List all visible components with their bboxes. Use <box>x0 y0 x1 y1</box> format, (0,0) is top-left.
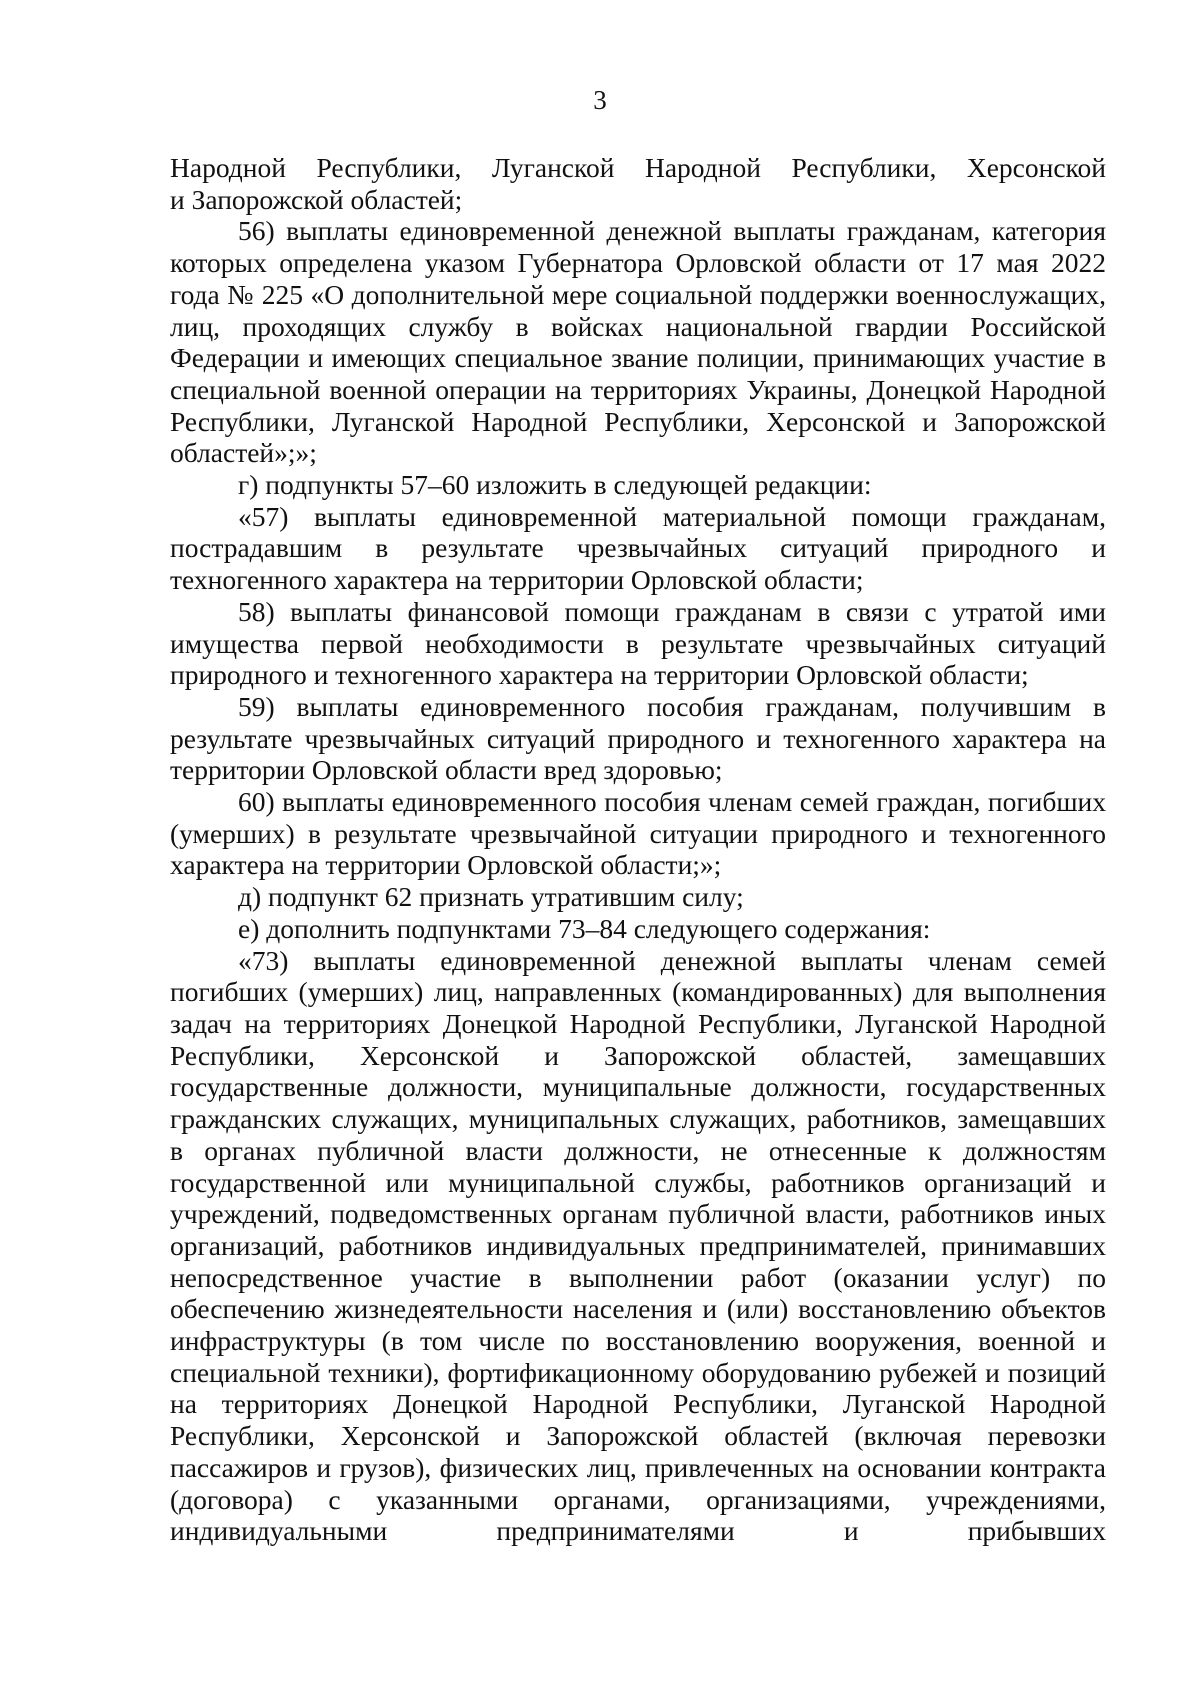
paragraph-subitem-g: г) подпункты 57–60 изложить в следующей редакции: <box>238 469 872 501</box>
paragraph-continuation-line: Народной Республики, Луганской Народной Республики, Херсонской <box>170 152 1106 183</box>
paragraph-item-59: 59) выплаты единовременного пособия гражданам, получившим в результате чрезвычайных ситуаций природного и техногенного характера на территории Орловской области вред здоровью; <box>170 690 1106 786</box>
paragraph-item-73: «73) выплаты единовременной денежной выплаты членам семей погибших (умерших) лиц, направленных (командированных) для выполнения задач на территориях Донецкой Народной Республики, Луганской Народной Республики, Херсонской и Запорожской областей, замещавших государственные должности, муниципальные должности, государственных гражданских служащих, муниципальных служащих, работников, замещавших в органах публичной власти должности, не отнесенные к должностям государственной или муниципальной службы, работников организаций и учреждений, подведомственных органам публичной власти, работников иных организаций, работников индивидуальных предпринимателей, принимавших непосредственное участие в выполнении работ (оказании услуг) по обеспечению жизнедеятельности населения и (или) восстановлению объектов инфраструктуры (в том числе по восстановлению вооружения, военной и специальной техники), фортификационному оборудованию рубежей и позиций на территориях Донецкой Народной Республики, Луганской Народной Республики, Херсонской и Запорожской областей (включая перевозки пассажиров и грузов), физических лиц, привлеченных на основании контракта (договора) с указанными органами, организациями, учреждениями, индивидуальными предпринимателями и прибывших <box>170 944 1106 1547</box>
paragraph-item-58: 58) выплаты финансовой помощи гражданам в связи с утратой ими имущества первой необходимости в результате чрезвычайных ситуаций природного и техногенного характера на территории Орловской области; <box>170 595 1106 691</box>
paragraph-subitem-e: е) дополнить подпунктами 73–84 следующего содержания: <box>238 912 931 944</box>
paragraph-continuation-end: и Запорожской областей; <box>170 183 463 215</box>
document-body <box>170 152 1106 1547</box>
paragraph-subitem-d: д) подпункт 62 признать утратившим силу; <box>238 881 744 913</box>
paragraph-item-57: «57) выплаты единовременной материальной помощи гражданам, пострадавшим в результате чрезвычайных ситуаций природного и техногенного характера на территории Орловской области; <box>170 500 1106 596</box>
paragraph-item-56: 56) выплаты единовременной денежной выплаты гражданам, категория которых определена указом Губернатора Орловской области от 17 мая 2022 года № 225 «О дополнительной мере социальной поддержки военнослужащих, лиц, проходящих службу в войсках национальной гвардии Российской Федерации и имеющих специальное звание полиции, принимающих участие в специальной военной операции на территориях Украины, Донецкой Народной Республики, Луганской Народной Республики, Херсонской и Запорожской областей»;»; <box>170 215 1106 469</box>
paragraph-item-60: 60) выплаты единовременного пособия членам семей граждан, погибших (умерших) в результате чрезвычайной ситуации природного и техногенного характера на территории Орловской области;»; <box>170 786 1106 881</box>
page-number: 3 <box>593 85 607 115</box>
